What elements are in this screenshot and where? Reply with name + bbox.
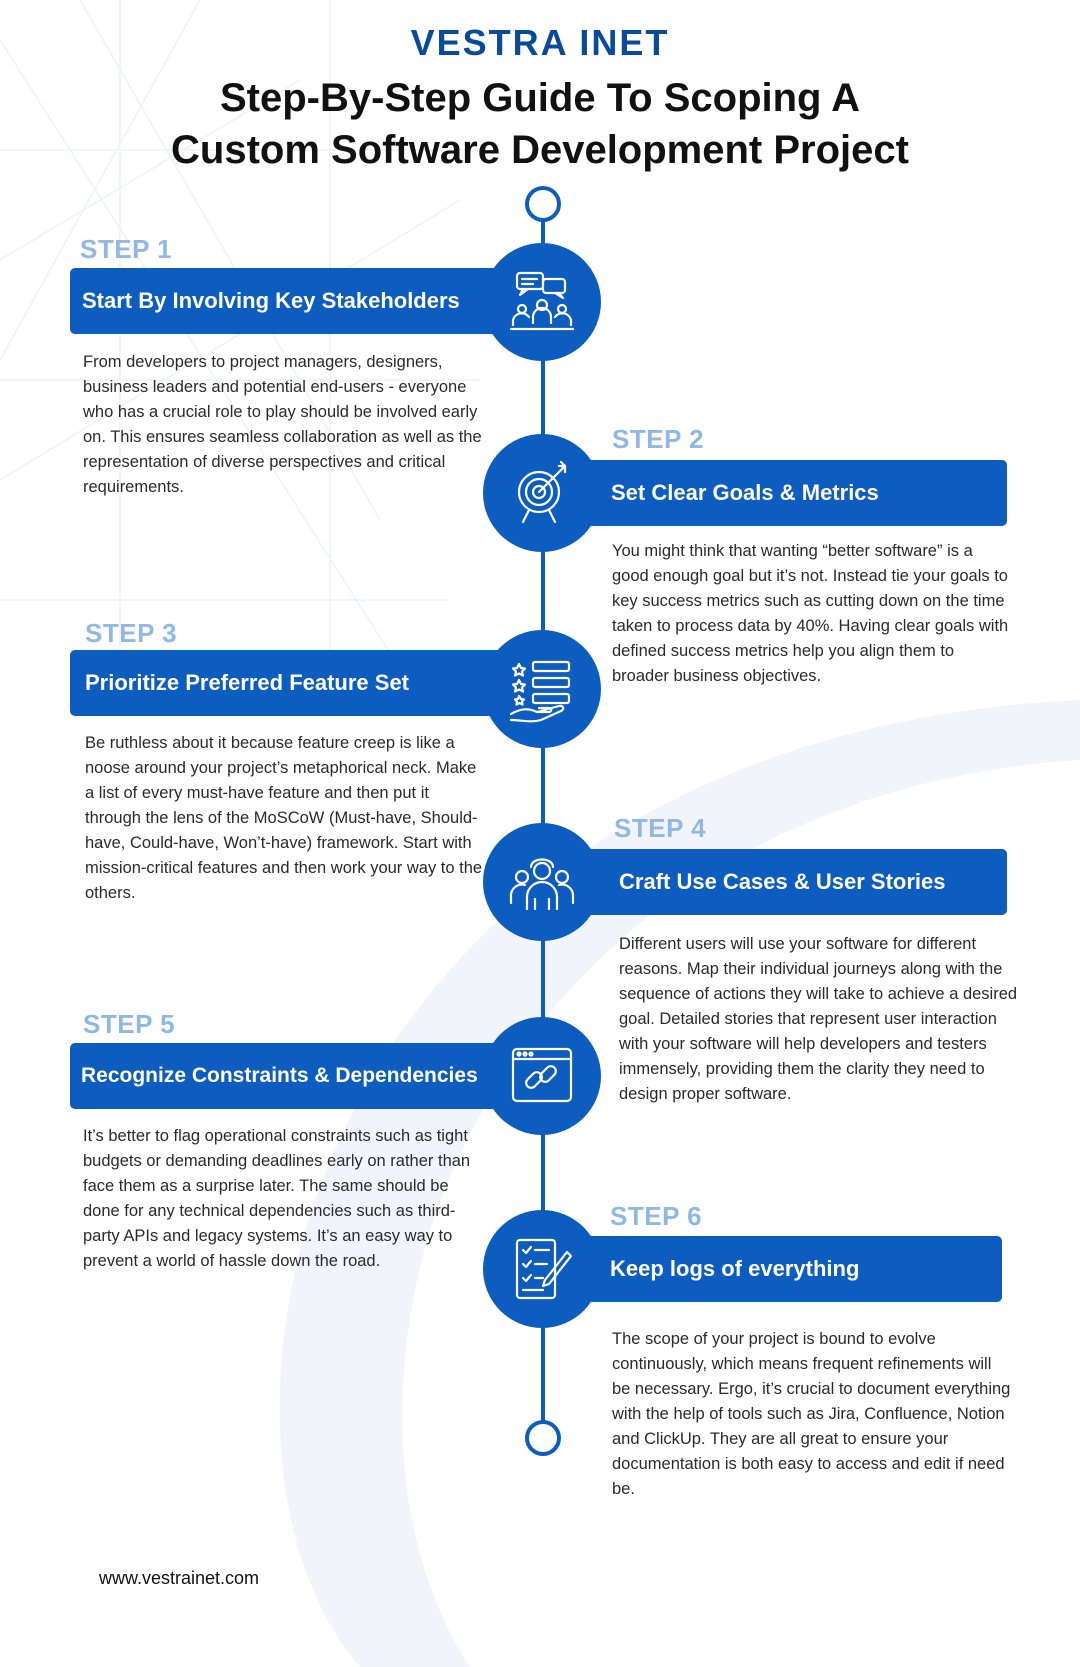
step-4-description: Different users will use your software for different reasons. Map their individual journeys along with the sequence of actions they will take to achieve a desired goal. Detailed stories that represent user interaction with your software will help developers and testers immensely, providing them the clarity they need to design proper software. [619,935,1018,1103]
step-3-label: STEP 3 [85,618,178,648]
brand-logo: VESTRA INET [410,22,670,63]
link-window-icon [507,1041,577,1111]
page-title-line-1: Step-By-Step Guide To Scoping A [220,76,860,120]
page-title-line-2: Custom Software Development Project [171,128,909,172]
step-2-heading: Set Clear Goals & Metrics [575,460,1007,526]
step-6-heading: Keep logs of everything [575,1236,1002,1302]
step-1-description: From developers to project managers, designers, business leaders and potential end-users - everyone who has a crucial role to play should be involved early on. This ensures seamless collaboration as well as the representation of diverse perspectives and critical requirements. [83,353,482,496]
timeline-end-node [525,1420,561,1456]
feature-list-hand-icon [507,654,577,724]
stakeholders-chat-icon [507,267,577,337]
checklist-pen-icon [507,1234,577,1304]
step-1-heading: Start By Involving Key Stakeholders [70,268,530,334]
step-6-icon-circle [483,1210,601,1328]
step-3-icon-circle [483,630,601,748]
target-icon [507,458,577,528]
step-6-label: STEP 6 [610,1201,703,1231]
step-2-label: STEP 2 [612,424,705,454]
step-5-heading: Recognize Constraints & Dependencies [70,1043,540,1109]
step-5-icon-circle [483,1017,601,1135]
step-1-label: STEP 1 [80,234,173,264]
step-3-description: Be ruthless about it because feature creep is like a noose around your project’s metaphorical neck. Make a list of every must-have feature and then put it through the lens of the MoSCoW (Must-have, Should-have, Could-have, Won’t-have) framework. Start with mission-critical features and then work your way to the others. [85,734,483,902]
users-group-icon [507,847,577,917]
step-6-description: The scope of your project is bound to evolve continuously, which means frequent refinements will be necessary. Ergo, it’s crucial to document everything with the help of tools such as Jira, Confluence, Notion and ClickUp. They are all great to ensure your documentation is both easy to access and edit if need be. [612,1330,1011,1498]
step-4-icon-circle [483,823,601,941]
step-2-icon-circle [483,434,601,552]
step-1-icon-circle [483,243,601,361]
step-4-label: STEP 4 [614,813,707,843]
step-3-heading: Prioritize Preferred Feature Set [70,650,530,716]
step-2-description: You might think that wanting “better software” is a good enough goal but it’s not. Instead tie your goals to key success metrics such as cutting down on the time taken to process data by 40%. Having clear goals with defined success metrics help you align them to broader business objectives. [612,542,1009,685]
step-4-heading: Craft Use Cases & User Stories [575,849,1007,915]
step-5-description: It’s better to flag operational constraints such as tight budgets or demanding deadlines early on rather than face them as a surprise later. The same should be done for any technical dependencies such as third-party APIs and legacy systems. It’s an easy way to prevent a world of hassle down the road. [83,1127,471,1270]
timeline-start-node [525,186,561,222]
step-5-label: STEP 5 [83,1009,176,1039]
footer-website-link[interactable]: www.vestrainet.com [99,1568,260,1588]
